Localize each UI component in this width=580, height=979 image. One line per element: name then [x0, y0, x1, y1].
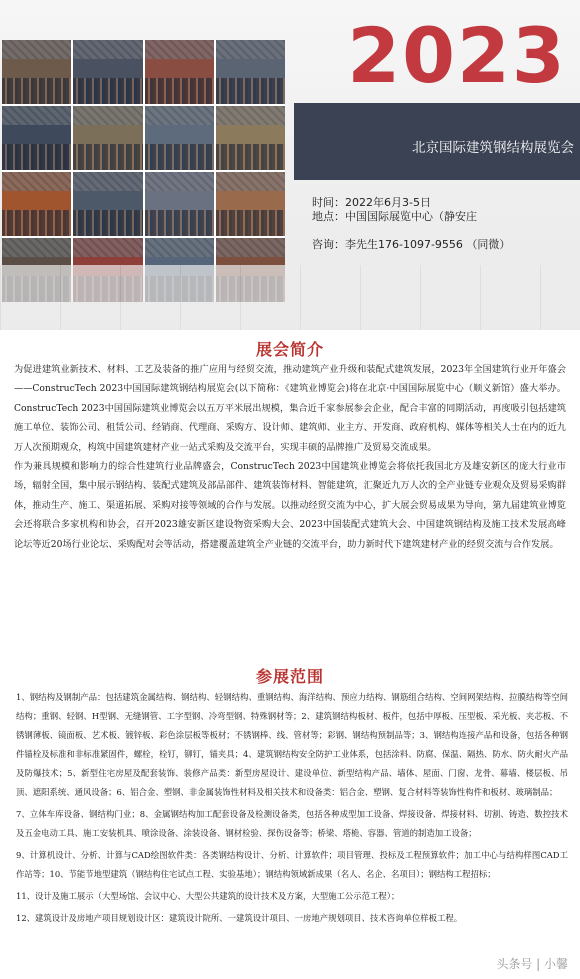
exhibition-photo-collage [2, 40, 285, 302]
exhibition-photo [73, 172, 142, 236]
event-venue: 地点：中国国际展览中心（静安庄 [312, 210, 477, 223]
exhibition-photo [73, 106, 142, 170]
scope-item: 7、立体车库设备、钢结构门业；8、金属钢结构加工配套设备及检测设备类，包括各种成型加工设备、焊接设备、焊接材料、切割、铸造、数控技术及五金电动工具、施工安装机具、喷涂设备、涂装设备、钢材检验、探伤设备等；桥梁、塔桅、容器、管道的制造加工设备； [16, 809, 568, 838]
intro-paragraph: 为促进建筑业新技术、材料、工艺及装备的推广应用与经贸交流，推动建筑产业升级和装配式建筑发展，2023年全国建筑行业开年盛会——ConstrucTech 2023中国国际建筑钢结构展览会(以下简称：《建筑业博览会)将在北京·中国国际展览中心（顺义新馆）盛大举办。ConstrucTech 2023中国国际建筑业博览会以五万平米展出规模，集合近千家参展参会企业，配合丰富的同期活动，再度吸引包括建筑施工单位、装饰公司、租赁公司、经销商、代理商、采购方、设计师、建筑师、业主方、开发商、政府机构、媒体等相关人士在内的近九万人次预期观众，构筑中国建筑建材产业一站式采购及交流平台，实现丰硕的品牌推广及贸易交流成果。 [14, 364, 566, 453]
expo-title-bar [294, 103, 580, 180]
scope-item: 12、建筑设计及房地产项目规划设计区：建筑设计院所、一建筑设计项目、一房地产规划项目、技术咨询单位样板工程。 [16, 913, 463, 923]
exhibition-photo [145, 238, 214, 302]
exhibition-photo [73, 238, 142, 302]
intro-title: 展会简介 [255, 340, 324, 359]
exhibition-photo [216, 106, 285, 170]
scope-item: 9、计算机设计、分析、计算与CAD绘图软件类：各类钢结构设计、分析、计算软件；项目管理、投标及工程预算软件；加工中心与结构样图CAD工作站等；10、节能节地型建筑（钢结构住宅试点工程、实验基地）；钢结构领域新成果（名人、名企、名项目）；钢结构工程招标； [16, 850, 568, 879]
exhibition-photo [2, 172, 71, 236]
scope-title: 参展范围 [255, 667, 324, 686]
exhibition-photo [2, 40, 71, 104]
event-contact: 咨询：李先生176-1097-9556 （同微） [312, 238, 511, 251]
scope-item: 11、设计及施工展示（大型场馆、会议中心、大型公共建筑的设计技术及方案，大型施工公示范工程）； [16, 891, 400, 901]
intro-body [14, 360, 566, 554]
hero-banner [0, 0, 580, 330]
exhibition-photo [216, 238, 285, 302]
exhibition-photo [2, 238, 71, 302]
expo-name: 北京国际建筑钢结构展览会 [412, 140, 574, 156]
scope-item: 1、钢结构及钢制产品：包括建筑金属结构、钢结构、轻钢结构、重钢结构、海洋结构、预应力结构、钢筋组合结构、空间网架结构、拉膜结构等空间结构；重钢、轻钢、H型钢、无缝钢管、工字型钢、冷弯型钢、特殊钢材等；2、建筑钢结构板材、板件，包括中厚板、压型板、采光板、夹芯板、不锈钢薄板、镜面板、艺术板、镀锌板、彩色涂层板等板材；不锈钢棒、线、管材等；彩钢、钢结构预制品等；3、钢结构连接产品和设备，包括各种钢件锚栓及标准和非标准紧固件，螺栓，栓钉，铆钉，锚夹具；4、建筑钢结构安全防护工业体系，包括涂料、防腐、保温、隔热、防水、防火耐火产品及防爆技术；5、新型住宅房屋及配套装饰、装修产品类：新型房屋设计、建设单位、新型结构产品、墙体、屋面、门窗、龙骨、幕墙、楼层板、吊顶、遮阳系统、通风设备；6、铝合金、塑钢、非金属装饰性材料及相关技术和设备类：铝合金、塑钢、复合材料等装饰性构件和板材、玻璃制品； [16, 692, 568, 797]
exhibition-photo [216, 40, 285, 104]
exhibition-photo [145, 172, 214, 236]
source-watermark: 头条号 | 小馨 [496, 957, 568, 971]
year-heading: 2023 [347, 11, 567, 100]
exhibition-photo [216, 172, 285, 236]
exhibition-photo [2, 106, 71, 170]
scope-body [16, 688, 568, 931]
exhibition-photo [145, 106, 214, 170]
event-time: 时间：2022年6月3-5日 [312, 196, 431, 209]
exhibition-photo [145, 40, 214, 104]
exhibition-photo [73, 40, 142, 104]
intro-paragraph: 作为兼具规模和影响力的综合性建筑行业品牌盛会，ConstrucTech 2023中国建筑业博览会将依托我国北方及雄安新区的庞大行业市场，辐射全国，集中展示钢结构、装配式建筑及部品部件、建筑装饰材料、智能建筑，汇聚近九万人次的全产业链专业观众及贸易采购群体，推动生产、施工、渠道拓展、采购对接等领域的合作与发展。以推动经贸交流为中心，扩大展会贸易成果为导向，第九届建筑业博览会还将联合多家机构和协会，召开2023雄安新区建设物资采购大会、2023中国装配式建筑大会、中国建筑钢结构及施工技术发展高峰论坛等近20场行业论坛、采购配对会等活动，搭建覆盖建筑全产业链的交流平台，助力新时代下建筑建材产业的经贸交流与合作发展。 [14, 461, 566, 550]
